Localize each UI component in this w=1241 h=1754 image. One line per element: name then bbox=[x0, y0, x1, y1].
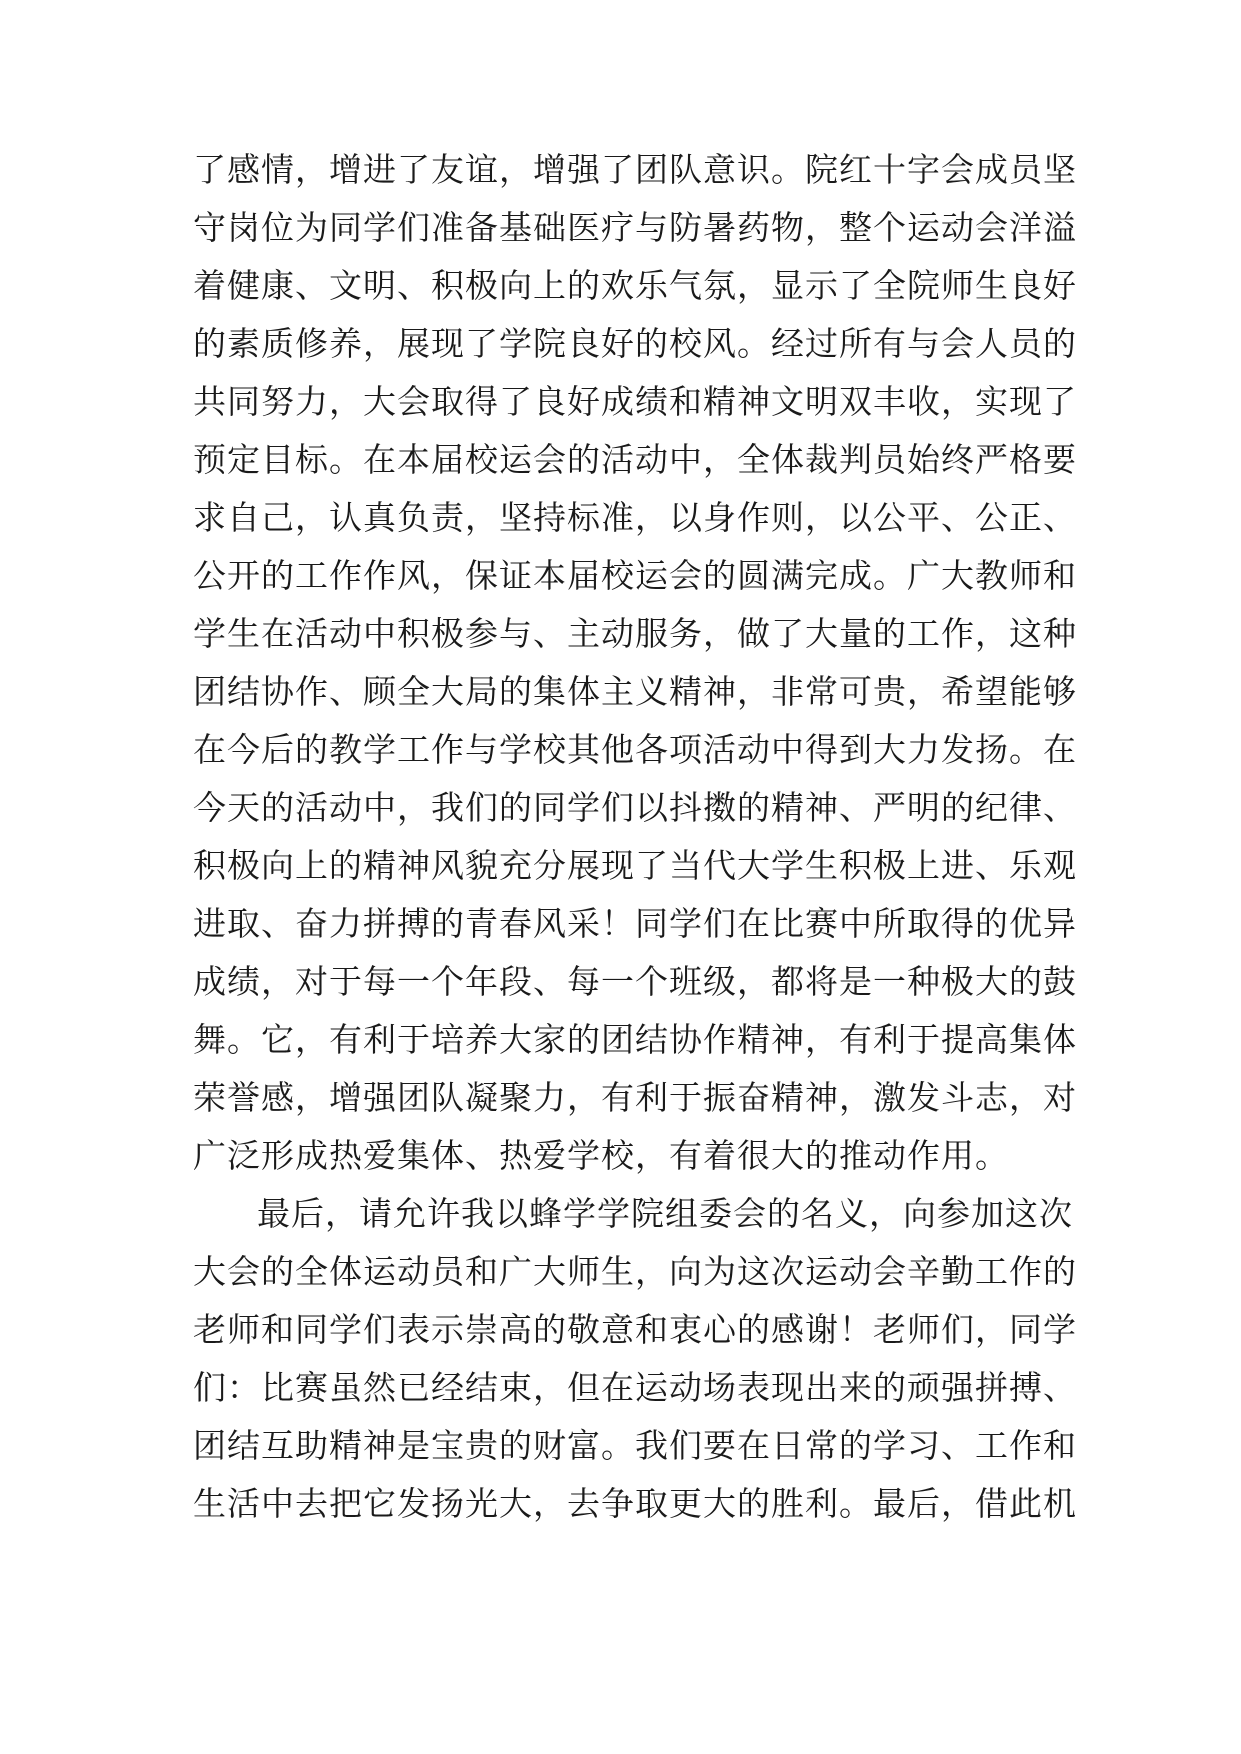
text-line: 生活中去把它发扬光大，去争取更大的胜利。最后，借此机 bbox=[193, 1484, 1077, 1523]
text-line: 成绩，对于每一个年段、每一个班级，都将是一种极大的鼓 bbox=[193, 962, 1077, 1001]
text-line: 了感情，增进了友谊，增强了团队意识。院红十字会成员坚 bbox=[193, 150, 1077, 189]
text-line: 在今后的教学工作与学校其他各项活动中得到大力发扬。在 bbox=[193, 730, 1077, 769]
text-line: 着健康、文明、积极向上的欢乐气氛，显示了全院师生良好 bbox=[193, 266, 1077, 305]
text-line: 舞。它，有利于培养大家的团结协作精神，有利于提高集体 bbox=[193, 1020, 1077, 1059]
paragraph-start-line: 最后，请允许我以蜂学学院组委会的名义，向参加这次 bbox=[257, 1194, 1073, 1233]
text-line: 共同努力，大会取得了良好成绩和精神文明双丰收，实现了 bbox=[193, 382, 1077, 421]
text-line: 公开的工作作风，保证本届校运会的圆满完成。广大教师和 bbox=[193, 556, 1077, 595]
text-line: 荣誉感，增强团队凝聚力，有利于振奋精神，激发斗志，对 bbox=[193, 1078, 1077, 1117]
text-line: 的素质修养，展现了学院良好的校风。经过所有与会人员的 bbox=[193, 324, 1077, 363]
text-line: 求自己，认真负责，坚持标准，以身作则，以公平、公正、 bbox=[193, 498, 1077, 537]
text-line: 团结互助精神是宝贵的财富。我们要在日常的学习、工作和 bbox=[193, 1426, 1077, 1465]
text-line: 学生在活动中积极参与、主动服务，做了大量的工作，这种 bbox=[193, 614, 1077, 653]
text-line: 预定目标。在本届校运会的活动中，全体裁判员始终严格要 bbox=[193, 440, 1077, 479]
text-line: 今天的活动中，我们的同学们以抖擞的精神、严明的纪律、 bbox=[193, 788, 1077, 827]
text-line: 守岗位为同学们准备基础医疗与防暑药物，整个运动会洋溢 bbox=[193, 208, 1077, 247]
paragraph-end-line: 广泛形成热爱集体、热爱学校，有着很大的推动作用。 bbox=[193, 1136, 1009, 1175]
text-line: 们：比赛虽然已经结束，但在运动场表现出来的顽强拼搏、 bbox=[193, 1368, 1077, 1407]
text-line: 积极向上的精神风貌充分展现了当代大学生积极上进、乐观 bbox=[193, 846, 1077, 885]
text-line: 团结协作、顾全大局的集体主义精神，非常可贵，希望能够 bbox=[193, 672, 1077, 711]
text-line: 大会的全体运动员和广大师生，向为这次运动会辛勤工作的 bbox=[193, 1252, 1077, 1291]
body-text bbox=[193, 141, 1077, 1533]
text-line: 进取、奋力拼搏的青春风采！同学们在比赛中所取得的优异 bbox=[193, 904, 1077, 943]
text-line: 老师和同学们表示崇高的敬意和衷心的感谢！老师们，同学 bbox=[193, 1310, 1077, 1349]
